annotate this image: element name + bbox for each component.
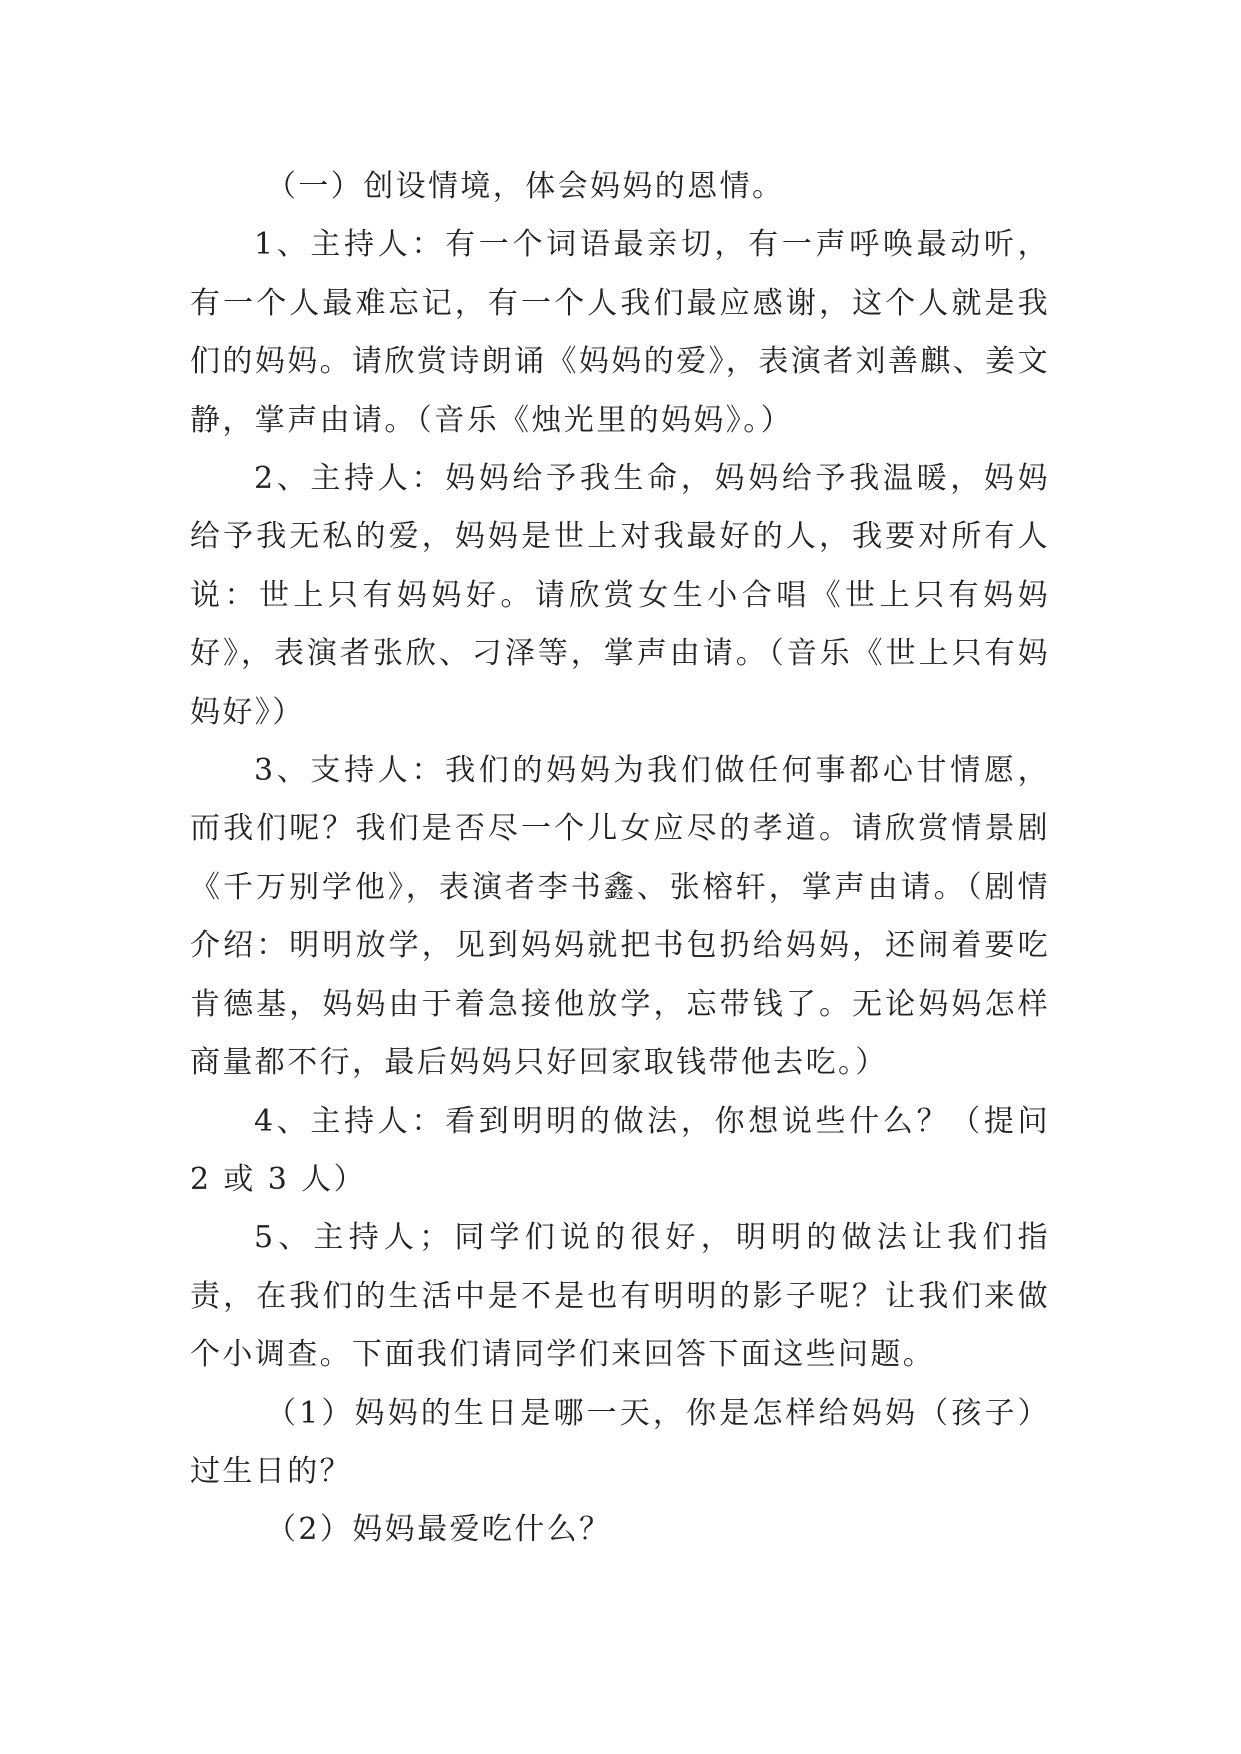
- document-body: [190, 158, 1050, 1560]
- paragraph-2: 2、主持人：妈妈给予我生命，妈妈给予我温暖，妈妈给予我无私的爱，妈妈是世上对我最好的人，我要对所有人说：世上只有妈妈好。请欣赏女生小合唱《世上只有妈妈好》，表演者张欣、刁泽等，掌声由请。（音乐《世上只有妈妈好》）: [190, 461, 1050, 730]
- question-1: （1）妈妈的生日是哪一天，你是怎样给妈妈（孩子）过生日的？: [190, 1395, 1050, 1489]
- paragraph-5: 5、主持人；同学们说的很好，明明的做法让我们指责，在我们的生活中是不是也有明明的影子呢？让我们来做个小调查。下面我们请同学们来回答下面这些问题。: [190, 1220, 1050, 1373]
- paragraph-4: 4、主持人：看到明明的做法，你想说些什么？（提问 2 或 3 人）: [190, 1103, 1050, 1197]
- paragraph-1: 1、主持人：有一个词语最亲切，有一声呼唤最动听，有一个人最难忘记，有一个人我们最应感谢，这个人就是我们的妈妈。请欣赏诗朗诵《妈妈的爱》，表演者刘善麒、姜文静，掌声由请。（音乐《烛光里的妈妈》。）: [190, 227, 1050, 438]
- section-heading: （一）创设情境，体会妈妈的恩情。: [266, 169, 785, 204]
- question-2: （2）妈妈最爱吃什么？: [266, 1512, 612, 1548]
- paragraph-3: 3、支持人：我们的妈妈为我们做任何事都心甘情愿，而我们呢？我们是否尽一个儿女应尽的孝道。请欣赏情景剧《千万别学他》，表演者李书鑫、张榕轩，掌声由请。（剧情介绍：明明放学，见到妈妈就把书包扔给妈妈，还闹着要吃肯德基，妈妈由于着急接他放学，忘带钱了。无论妈妈怎样商量都不行，最后妈妈只好回家取钱带他去吃。）: [190, 753, 1050, 1081]
